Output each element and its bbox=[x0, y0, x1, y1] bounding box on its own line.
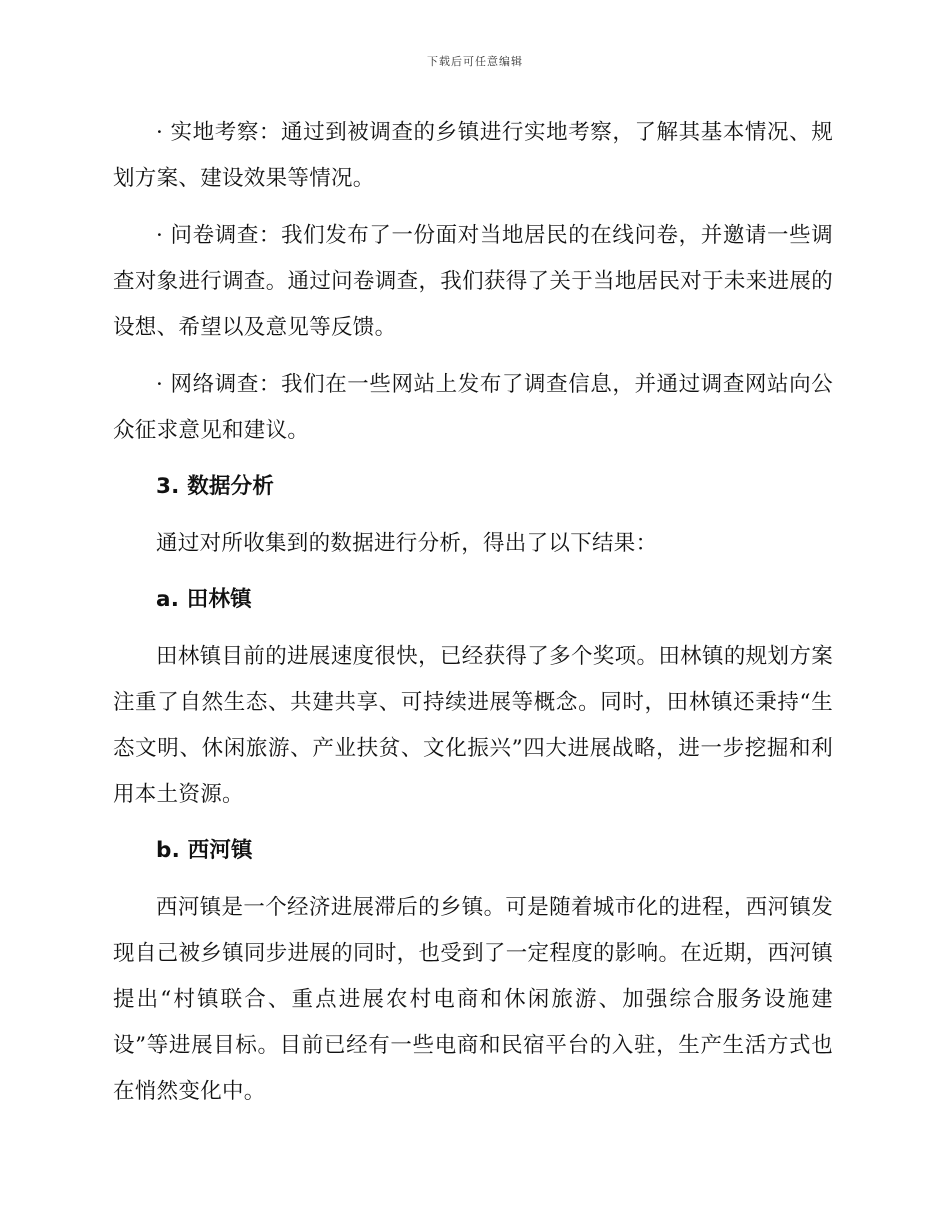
paragraph-tianlin-town: 田林镇目前的进展速度很快，已经获得了多个奖项。田林镇的规划方案注重了自然生态、共建共享、可持续进展等概念。同时，田林镇还秉持“生态文明、休闲旅游、产业扶贫、文化振兴”四大进展战略，进一步挖掘和利用本土资源。 bbox=[113, 644, 833, 807]
section-heading-data-analysis: 3. 数据分析 bbox=[156, 474, 275, 499]
paragraph-xihe-town: 西河镇是一个经济进展滞后的乡镇。可是随着城市化的进程，西河镇发现自己被乡镇同步进展的同时，也受到了一定程度的影响。在近期，西河镇提出“村镇联合、重点进展农村电商和休闲旅游、加强综合服务设施建设”等进展目标。目前已经有一些电商和民宿平台的入驻，生产生活方式也在悄然变化中。 bbox=[113, 895, 833, 1104]
page-header-note: 下载后可任意编辑 bbox=[427, 55, 523, 68]
document-body bbox=[113, 110, 833, 1115]
paragraph-analysis-intro: 通过对所收集到的数据进行分析，得出了以下结果： bbox=[156, 531, 658, 556]
paragraph-online-survey: · 网络调查：我们在一些网站上发布了调查信息，并通过调查网站向公众征求意见和建议。 bbox=[113, 372, 833, 443]
subheading-xihe-town: b. 西河镇 bbox=[156, 838, 253, 863]
paragraph-field-survey: · 实地考察：通过到被调查的乡镇进行实地考察，了解其基本情况、规划方案、建设效果等情况。 bbox=[113, 120, 833, 191]
paragraph-questionnaire: · 问卷调查：我们发布了一份面对当地居民的在线问卷，并邀请一些调查对象进行调查。通过问卷调查，我们获得了关于当地居民对于未来进展的设想、希望以及意见等反馈。 bbox=[113, 223, 833, 340]
subheading-tianlin-town: a. 田林镇 bbox=[156, 587, 252, 612]
